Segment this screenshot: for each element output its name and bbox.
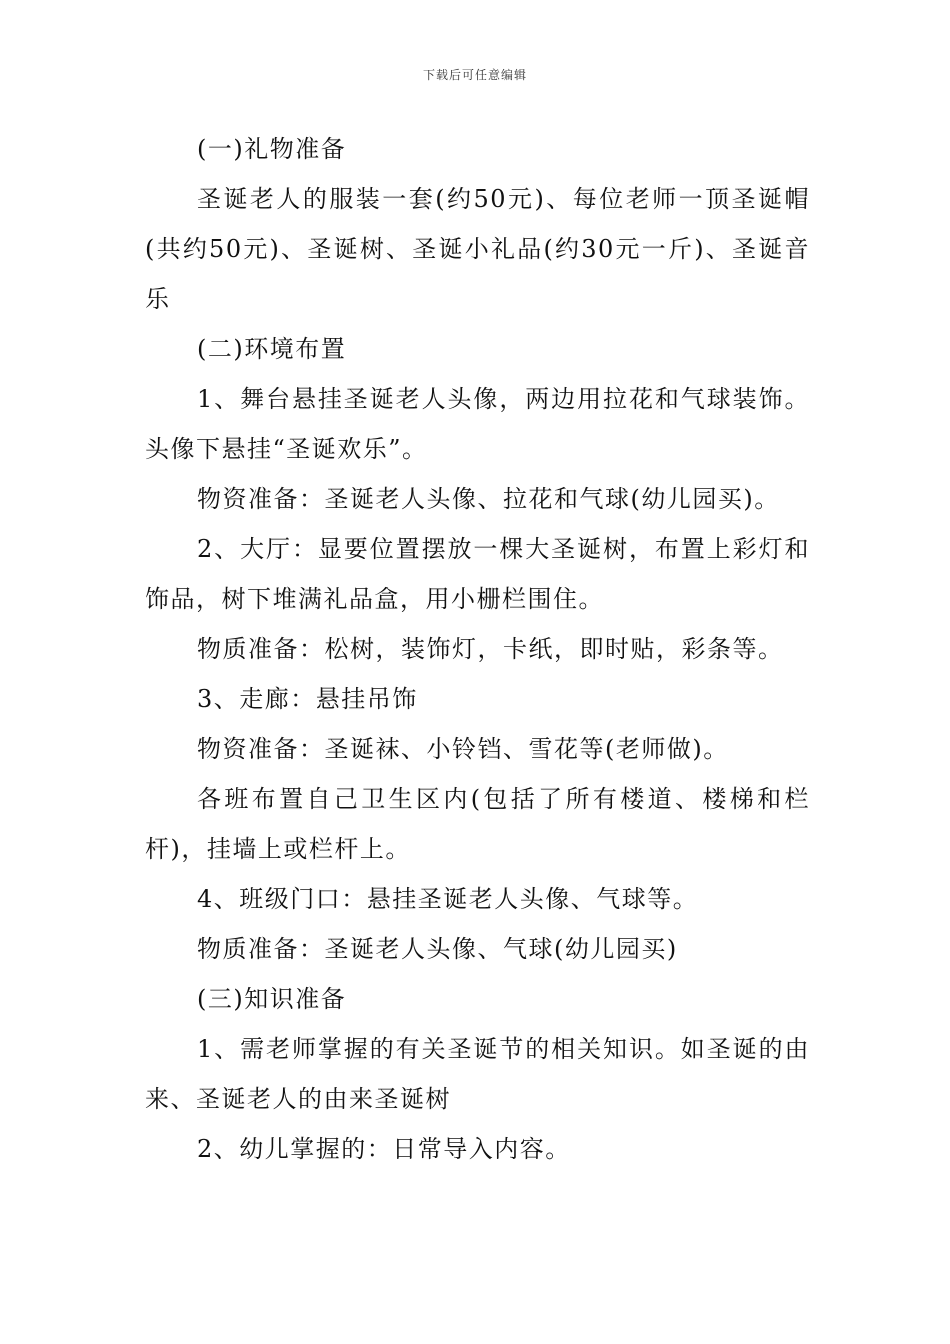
paragraph: 物资准备：圣诞老人头像、拉花和气球(幼儿园买)。	[197, 485, 780, 513]
paragraph: 2、大厅：显要位置摆放一棵大圣诞树，布置上彩灯和饰品，树下堆满礼品盒，用小栅栏围住。	[145, 535, 810, 613]
paragraph: 1、需老师掌握的有关圣诞节的相关知识。如圣诞的由来、圣诞老人的由来圣诞树	[145, 1035, 810, 1113]
paragraph: 物质准备：圣诞老人头像、气球(幼儿园买)	[197, 935, 678, 963]
paragraph: 1、舞台悬挂圣诞老人头像，两边用拉花和气球装饰。头像下悬挂“圣诞欢乐”。	[145, 385, 810, 463]
paragraph: 2、幼儿掌握的：日常导入内容。	[197, 1135, 571, 1163]
paragraph: 圣诞老人的服装一套(约50元)、每位老师一顶圣诞帽(共约50元)、圣诞树、圣诞小礼品(约30元一斤)、圣诞音乐	[145, 185, 810, 313]
section-heading-environment-setup: (二)环境布置	[197, 335, 347, 363]
paragraph: 物质准备：松树，装饰灯，卡纸，即时贴，彩条等。	[197, 635, 784, 663]
paragraph: 4、班级门口：悬挂圣诞老人头像、气球等。	[197, 885, 699, 913]
page-header: 下载后可任意编辑	[422, 68, 527, 82]
document-body	[145, 124, 810, 1174]
paragraph: 物资准备：圣诞袜、小铃铛、雪花等(老师做)。	[197, 735, 729, 763]
paragraph: 各班布置自己卫生区内(包括了所有楼道、楼梯和栏杆)，挂墙上或栏杆上。	[145, 785, 810, 863]
paragraph: 3、走廊：悬挂吊饰	[197, 685, 418, 713]
section-heading-knowledge-preparation: (三)知识准备	[197, 985, 347, 1013]
section-heading-gift-preparation: (一)礼物准备	[197, 135, 347, 163]
